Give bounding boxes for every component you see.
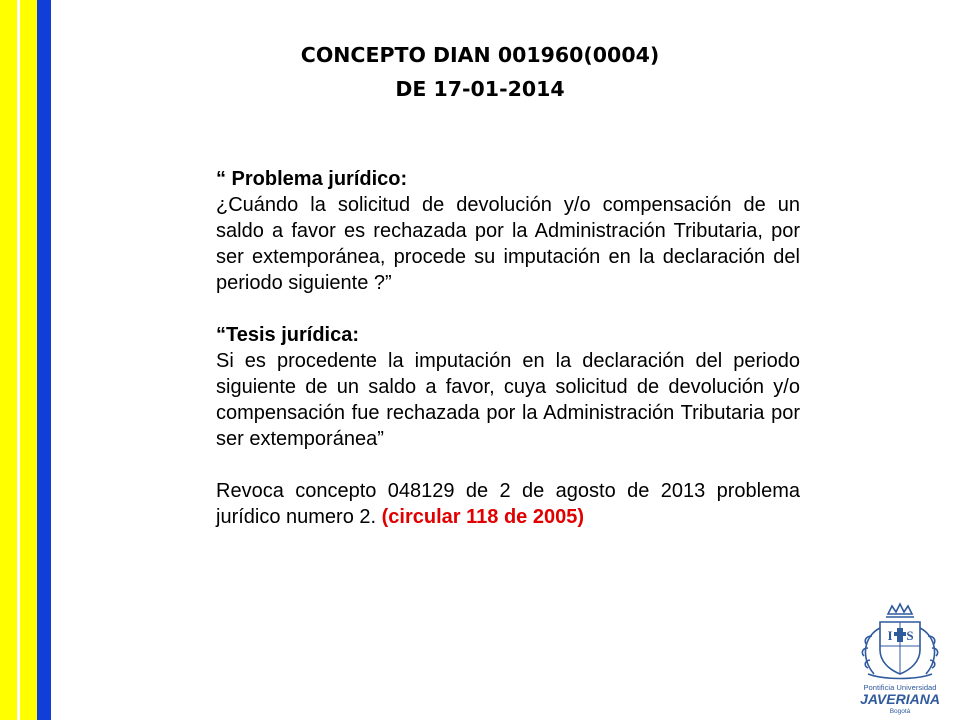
left-blue-stripe bbox=[37, 0, 51, 720]
circular-reference: (circular 118 de 2005) bbox=[381, 506, 584, 528]
problema-text: ¿Cuándo la solicitud de devolución y/o compensación de un saldo a favor es rechazada por la Administración Tributaria, por ser extemporánea, procede su imputación en la declaración del periodo siguiente ?” bbox=[216, 194, 800, 294]
logo-text-line-3: Bogotá bbox=[889, 708, 911, 715]
title-line-1: CONCEPTO DIAN 001960(0004) bbox=[300, 43, 660, 67]
page-title bbox=[250, 38, 710, 106]
logo-text-line-2: JAVERIANA bbox=[860, 691, 940, 707]
logo-text-line-1: Pontificia Universidad bbox=[863, 683, 937, 692]
revoca-text: Revoca concepto 048129 de 2 de agosto de 2013 problema jurídico numero 2. bbox=[216, 480, 800, 528]
paragraph-gap bbox=[216, 452, 800, 478]
revoca-paragraph bbox=[216, 478, 800, 530]
svg-text:S: S bbox=[906, 628, 914, 643]
svg-text:I: I bbox=[887, 628, 893, 643]
left-yellow-stripe bbox=[0, 0, 17, 720]
left-yellow-stripe-inner bbox=[20, 0, 37, 720]
javeriana-logo bbox=[850, 600, 950, 716]
title-line-2: DE 17-01-2014 bbox=[395, 77, 565, 101]
tesis-heading: “Tesis jurídica: bbox=[216, 324, 360, 346]
tesis-text: Si es procedente la imputación en la declaración del periodo siguiente de un saldo a favor, cuya solicitud de devolución y/o compensación fue rechazada por la Administración Tributaria por ser extemporánea” bbox=[216, 350, 800, 450]
concept-body bbox=[216, 166, 800, 530]
problema-heading: “ Problema jurídico: bbox=[216, 168, 408, 190]
logo-crown bbox=[888, 604, 912, 614]
paragraph-gap bbox=[216, 296, 800, 322]
